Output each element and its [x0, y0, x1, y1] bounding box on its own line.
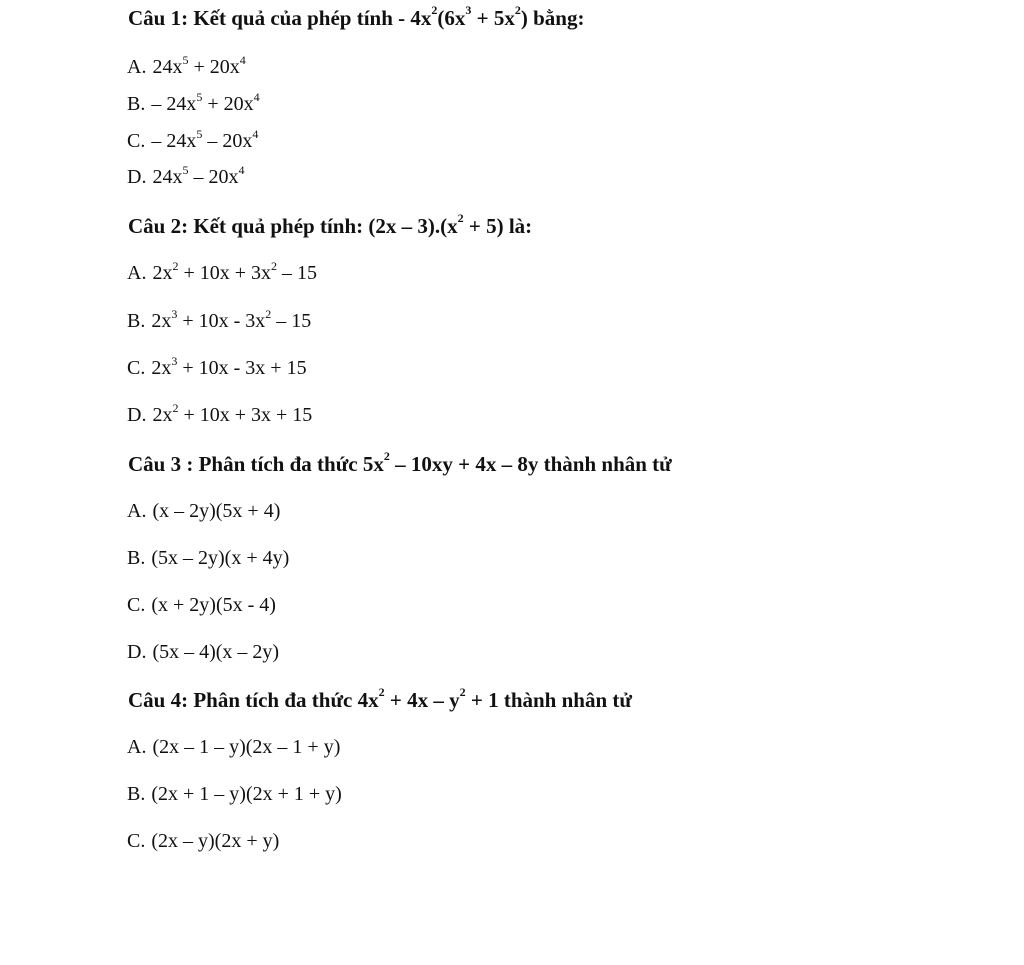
q2-option-a[interactable]: A. $2x^2 + 10x + 3x^2 - 15$: [127, 259, 318, 284]
q3-option-d[interactable]: D. (5x – 4)(x – 2y): [127, 641, 280, 663]
question-2-title: Câu 2: Kết quả phép tính: $(2x - 3).(x^2 + 5)$ là:: [128, 211, 533, 238]
q1-option-a[interactable]: A. $24x^5 + 20x^4$: [127, 53, 246, 78]
q1-option-b[interactable]: B. – $24x^5 + 20x^4$: [127, 90, 260, 115]
q4-option-c[interactable]: C. (2x – y)(2x + y): [127, 830, 280, 852]
q2-option-b[interactable]: B. $2x^3 + 10x - 3x^2 - 15$: [127, 307, 312, 332]
q4-option-a[interactable]: A. (2x – 1 – y)(2x – 1 + y): [127, 736, 341, 758]
q1-option-c[interactable]: C. – $24x^5 - 20x^4$: [127, 127, 259, 152]
q3-option-b[interactable]: B. (5x – 2y)(x + 4y): [127, 547, 290, 569]
q3-option-a[interactable]: A. (x – 2y)(5x + 4): [127, 500, 281, 522]
q4-option-b[interactable]: B. (2x + 1 – y)(2x + 1 + y): [127, 783, 342, 805]
question-3-title: Câu 3 : Phân tích đa thức $5x^2 - 10xy + 4x - 8y$ thành nhân tử: [128, 449, 672, 476]
q2-option-c[interactable]: C. $2x^3 + 10x - 3x + 15$: [127, 354, 307, 379]
question-1-title: Câu 1: Kết quả của phép tính - $4x^2(6x^3 + 5x^2)$ bằng:: [128, 3, 585, 30]
q2-option-d[interactable]: D. $2x^2 + 10x + 3x + 15$: [127, 401, 313, 426]
q3-option-c[interactable]: C. (x + 2y)(5x - 4): [127, 594, 276, 616]
question-4-title: Câu 4: Phân tích đa thức $4x^2 + 4x - y^2 + 1$ thành nhân tử: [128, 685, 632, 712]
q1-option-d[interactable]: D. $24x^5 - 20x^4$: [127, 163, 245, 188]
